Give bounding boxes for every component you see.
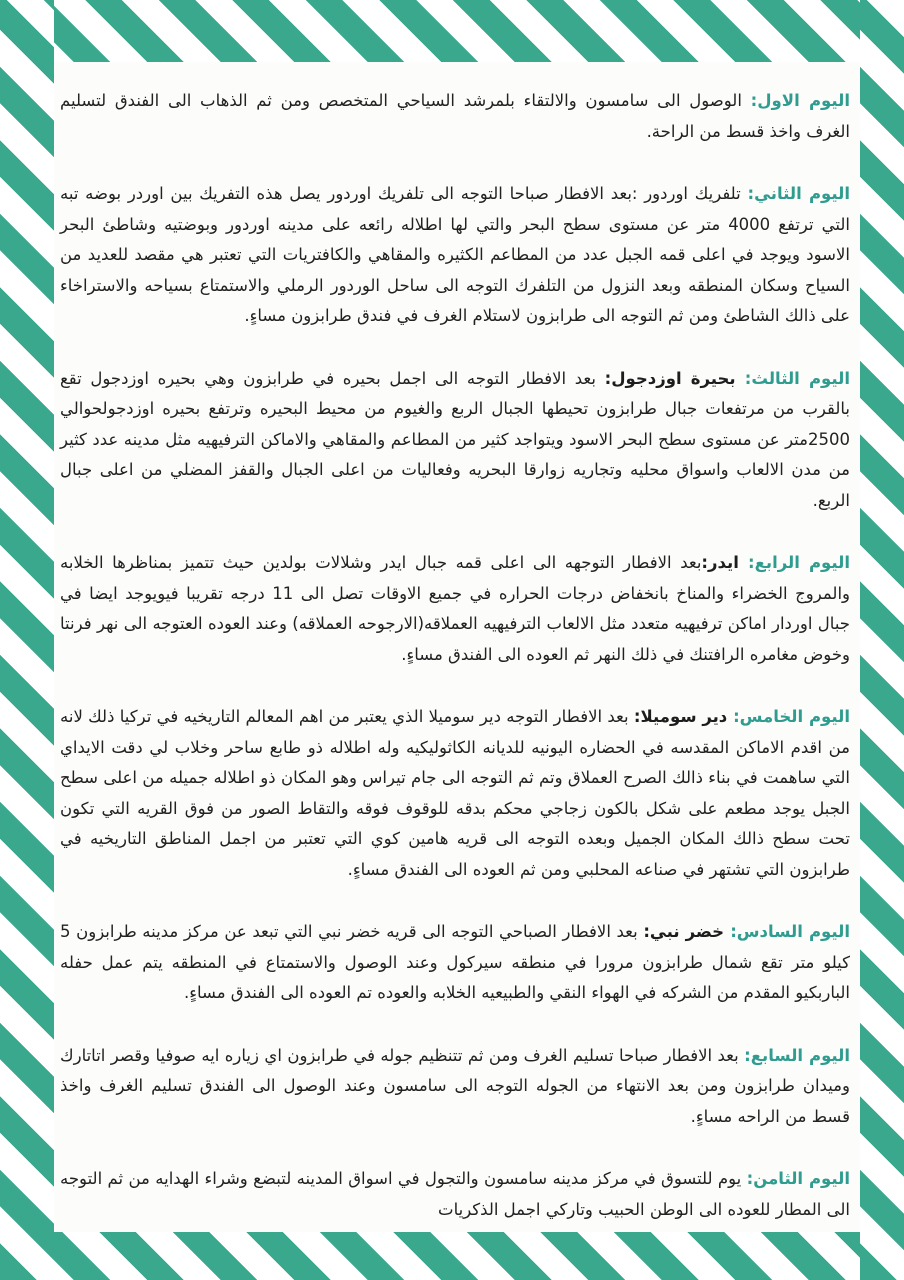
day-place: بحيرة اوزدجول: [604,368,745,388]
day-text: بعد الافطار التوجه دير سوميلا الذي يعتبر من اهم المعالم التاريخيه في تركيا ذلك لانه من اقدم الاماكن المقدسه في الحضاره اليونيه للديانه الكاثوليكيه وله اطلاله ذو طابع ساحر وخلاب لي دقت الايداي التي ساهمت في بناء ذالك الصرح العملاق وتم ثم التوجه الى جام تيراس وهو المكان ذو اطلاله جميله من اعلى سطح الجبل يوجد مطعم على شكل بالكون زجاجي محكم بدقه للوقوف فوقه والتقاط الصور من فوق القريه التي تكون تحت سطح ذالك المكان الجميل وبعده التوجه الى قريه هامين كوي التي تعتبر من اجمل المناطق التاريخيه في طرابزون التي تشتهر في صناعه المحلبي ومن ثم العوده الى الفندق مساءٍ. [60,707,850,879]
day-label: اليوم الاول: [750,91,850,110]
day-label: اليوم الثاني: [747,184,850,203]
day-place: خضر نبي: [643,922,731,941]
itinerary-day-3 [60,364,850,517]
day-place: دير سوميلا: [633,707,734,726]
day-label: اليوم السابع: [744,1045,851,1065]
day-text: تلفريك اوردور :بعد الافطار صباحا التوجه الى تلفريك اوردور يصل هذه التفريك بين اوردر بوضه تبه التي ترتفع 4000 متر عن مستوى سطح البحر والتي لها اطلاله رائعه على مدينه اوردور وبوضتيه وشاطئ البحر الاسود ويوجد في اعلى قمه الجبل عدد من المطاعم الكثيره والمقاهي والكافتريات التي تعتبر هي مقصد للعديد من السياح وسكان المنطقه وبعد النزول من التلفرك التوجه الى ساحل الوردور الرملي والاستمتاع بسياحه والاستراخاء على ذالك الشاطئ ومن ثم التوجه الى طرابزون لاستلام الغرف في فندق طرابزون مساءٍ. [60,184,851,325]
itinerary-day-5 [60,702,850,885]
itinerary-day-8 [60,1164,850,1225]
itinerary-day-1 [60,86,850,147]
itinerary-day-2 [60,179,850,332]
day-text: الوصول الى سامسون والالتقاء بلمرشد السياحي المتخصص ومن ثم الذهاب الى الفندق لتسليم الغرف واخذ قسط من الراحة. [60,91,850,141]
day-text: بعد الافطار صباحا تسليم الغرف ومن ثم تتنظيم جوله في طرابزون اي زياره ايه صوفيا وقصر اتاتارك وميدان طرابزون ومن بعد الانتهاء من الجوله التوجه الى سامسون وعند الوصول الى الفندق تسليم الغرف واخذ قسط من الراحه مساءٍ. [60,1045,850,1126]
day-text: بعد الافطار الصباحي التوجه الى قريه خضر نبي التي تبعد عن مركز مدينه طرابزون 5 كيلو متر تقع شمال طرابزون مرورا في منطقه سيركول وعند الوصول والاستمتاع في المنطقه يتم عمل حفله الباربكيو المقدم من الشركه في الهواء النقي والطبيعيه الخلابه والعوده تم العوده الى الفندق مساءٍ. [60,922,850,1002]
day-text: بعد الافطار التوجه الى اجمل بحيره في طرابزون وهي بحيره اوزدجول تقع بالقرب من مرتفعات جبال طرابزون تحيطها الجبال الربع والغيوم من محيط البحيره وترتفع بحيره اوزدجولحوالي 2500متر عن مستوى سطح البحر الاسود ويتواجد كثير من المطاعم والمقاهي والاماكن الترفيهيه مثل مدينه عدد كثير من مدن الالعاب واسواق محليه وتجاريه زوارقا البحريه وفعاليات من اعلى الجبال والقفز المضلي من اعلى جبال الربع. [60,368,850,510]
striped-border-top [0,0,904,62]
day-text: بعد الافطار التوجهه الى اعلى قمه جبال ايدر وشلالات بولدين حيث تتميز بمناظرها الخلابه والمروج الخضراء والمناخ بانخفاض درجات الحراره في جميع الاوقات تصل الى 11 درجه تقريبا فيويوجد ايضا في جبال اوردار اماكن ترفيهيه متعدد مثل الالعاب الترفيهيه العملاقه(الارجوحه العملاقه) وعند العوده العتوجه الى نهر فرنتا وخوض مغامره الرافتنك في ذلك النهر ثم العوده الى الفندق مساءٍ. [60,553,851,664]
itinerary-content [60,86,850,1257]
day-text: يوم للتسوق في مركز مدينه سامسون والتجول في اسواق المدينه لتبضع وشراء الهدايه من ثم التوجه الى المطار للعوده الى الوطن الحبيب وتاركي اجمل الذكريات [60,1169,850,1219]
itinerary-day-6 [60,917,850,1009]
day-place: ايدر: [701,553,749,572]
itinerary-day-7 [60,1041,850,1133]
day-label: اليوم الثالث: [744,368,850,388]
striped-border-left [0,0,54,1280]
day-label: اليوم السادس: [730,922,850,941]
striped-border-right [860,0,904,1280]
day-label: اليوم الرابع: [748,553,850,572]
itinerary-day-4 [60,548,850,670]
day-label: اليوم الثامن: [746,1169,850,1188]
day-label: اليوم الخامس: [733,707,850,726]
